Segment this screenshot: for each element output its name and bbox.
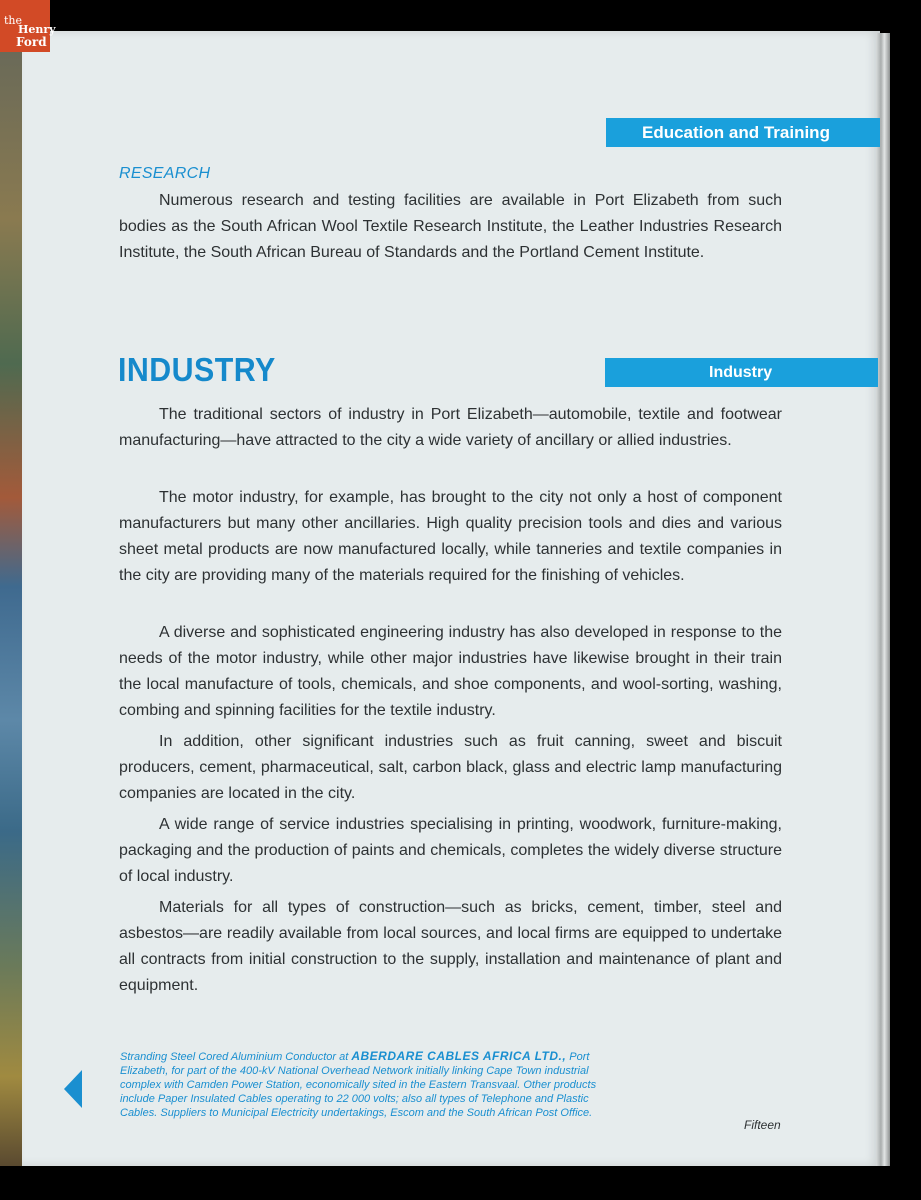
- logo-ford: Ford: [16, 35, 47, 49]
- adjacent-page-photo-strip: [0, 52, 22, 1166]
- research-paragraph: Numerous research and testing facilities are available in Port Elizabeth from such bodies as the South African Wool Textile Research Institute, the Leather Industries Research Institute, the South African Bureau of Standards and the Portland Cement Institute.: [119, 192, 782, 261]
- photo-caption: [120, 1049, 600, 1120]
- logo-the: the: [4, 14, 23, 27]
- industry-paragraph-4: In addition, other significant industries such as fruit canning, sweet and biscuit producers, cement, pharmaceutical, salt, carbon black, glass and electric lamp manufacturing companies are located in the city.: [119, 733, 782, 802]
- industry-paragraph-1: The traditional sectors of industry in Port Elizabeth—automobile, textile and footwear manufacturing—have attracted to the city a wide variety of ancillary or allied industries.: [119, 406, 782, 449]
- left-triangle-arrow-icon: [64, 1070, 82, 1108]
- industry-paragraph-2: The motor industry, for example, has brought to the city not only a host of component manufacturers but many other ancillaries. High quality precision tools and dies and various sheet metal products are now manufactured locally, while tanneries and textile companies in the city are providing many of the materials required for the finishing of vehicles.: [119, 489, 782, 584]
- henry-ford-logo: [0, 0, 56, 52]
- research-heading: RESEARCH: [119, 165, 211, 182]
- industry-paragraph-5: A wide range of service industries specialising in printing, woodwork, furniture-making, packaging and the production of paints and chemicals, completes the widely diverse structure of local industry.: [119, 816, 782, 885]
- industry-paragraph-6: Materials for all types of construction—such as bricks, cement, timber, steel and asbestos—are readily available from local sources, and local firms are equipped to undertake all contracts from initial construction to the supply, installation and maintenance of plant and equipment.: [119, 899, 782, 994]
- caption-prefix: Stranding Steel Cored Aluminium Conductor at: [120, 1051, 352, 1063]
- page-number: Fifteen: [744, 1118, 781, 1132]
- section-band-education: Education and Training: [606, 118, 880, 147]
- page-stack-edge: [876, 33, 890, 1166]
- section-band-industry: Industry: [605, 358, 878, 387]
- caption-rest: Port Elizabeth, for part of the 400-kV National Overhead Network initially linking Cape Town industrial complex with Camden Power Station, economically sited in the Eastern Transvaal. Other products include Paper Insulated Cables operating to 22 000 volts; also all types of Telephone and Plastic Cables. Suppliers to Municipal Electricity undertakings, Escom and the South African Post Office.: [120, 1051, 597, 1119]
- caption-company: ABERDARE CABLES AFRICA LTD.,: [351, 1049, 567, 1063]
- industry-paragraph-3: A diverse and sophisticated engineering industry has also developed in response to the needs of the motor industry, while other major industries have likewise brought in their train the local manufacture of tools, chemicals, and shoe components, and wool-sorting, washing, combing and spinning facilities for the textile industry.: [119, 624, 782, 719]
- logo-henry: Henry: [18, 23, 56, 36]
- industry-heading: INDUSTRY: [118, 351, 276, 388]
